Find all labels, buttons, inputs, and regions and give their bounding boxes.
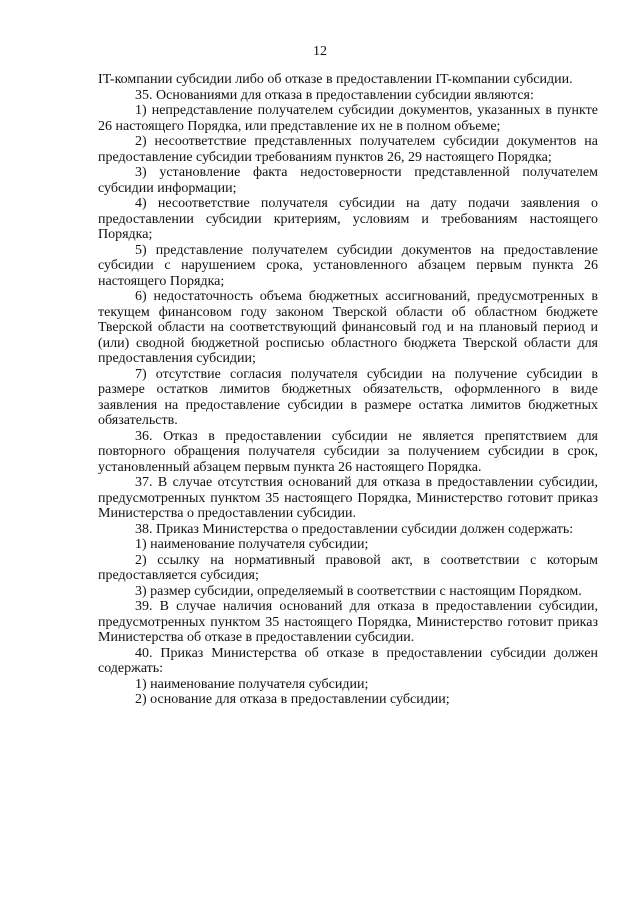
paragraph-37: 37. В случае отсутствия оснований для отказа в предоставлении субсидии, предусмотренных пунктом 35 настоящего Порядка, Министерство готовит приказ Министерства о предоставлении субсидии. <box>98 475 598 521</box>
document-body <box>98 72 598 708</box>
paragraph-continuation: IT-компании субсидии либо об отказе в предоставлении IT-компании субсидии. <box>98 72 573 87</box>
paragraph-35-item-6: 6) недостаточность объема бюджетных ассигнований, предусмотренных в текущем финансовом году законом Тверской области об областном бюджете Тверской области на соответствующий финансовый год и на плановый период и (или) сводной бюджетной росписью областного бюджета Тверской области для предоставления субсидии; <box>98 289 598 366</box>
paragraph-35-item-5: 5) представление получателем субсидии документов на предоставление субсидии с нарушением срока, установленного абзацем первым пункта 26 настоящего Порядка; <box>98 242 598 289</box>
paragraph-35-item-4: 4) несоответствие получателя субсидии на дату подачи заявления о предоставлении субсидии критериям, условиям и требованиям настоящего Порядка; <box>98 196 598 242</box>
paragraph-40: 40. Приказ Министерства об отказе в предоставлении субсидии должен содержать: <box>98 645 598 676</box>
paragraph-35-item-2: 2) несоответствие представленных получателем субсидии документов на предоставление субсидии требованиям пунктов 26, 29 настоящего Порядка; <box>98 134 598 165</box>
paragraph-40-item-1: 1) наименование получателя субсидии; <box>135 676 369 692</box>
paragraph-38-item-3: 3) размер субсидии, определяемый в соответствии с настоящим Порядком. <box>135 583 582 599</box>
paragraph-35-item-1: 1) непредставление получателем субсидии документов, указанных в пункте 26 настоящего Порядка, или представление их не в полном объеме; <box>98 103 598 134</box>
page-number: 12 <box>313 44 327 59</box>
paragraph-36: 36. Отказ в предоставлении субсидии не является препятствием для повторного обращения получателя субсидии за получением субсидии в срок, установленный абзацем первым пункта 26 настоящего Порядка. <box>98 428 598 475</box>
paragraph-38-item-1: 1) наименование получателя субсидии; <box>135 537 369 552</box>
paragraph-40-item-2: 2) основание для отказа в предоставлении субсидии; <box>135 692 450 707</box>
paragraph-35-item-3: 3) установление факта недостоверности представленной получателем субсидии информации; <box>98 165 598 196</box>
paragraph-35: 35. Основаниями для отказа в предоставлении субсидии являются: <box>135 87 534 103</box>
paragraph-38-item-2: 2) ссылку на нормативный правовой акт, в соответствии с которым предоставляется субсидия; <box>98 552 598 583</box>
paragraph-38: 38. Приказ Министерства о предоставлении субсидии должен содержать: <box>135 521 574 537</box>
paragraph-35-item-7: 7) отсутствие согласия получателя субсидии на получение субсидии в размере остатков лимитов бюджетных обязательств, оформленного в виде заявления на предоставление субсидии в размере остатка лимитов бюджетных обязательств. <box>98 366 598 428</box>
paragraph-39: 39. В случае наличия оснований для отказа в предоставлении субсидии, предусмотренных пунктом 35 настоящего Порядка, Министерство готовит приказ Министерства об отказе в предоставлении субсидии. <box>98 599 598 645</box>
